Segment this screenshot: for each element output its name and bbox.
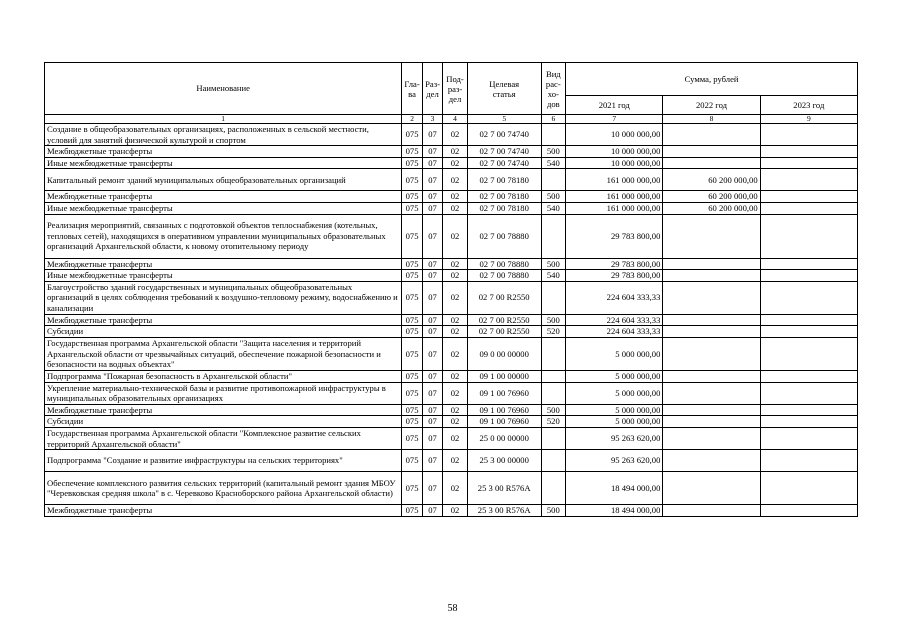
- row-sum-2021: 5 000 000,00: [566, 337, 663, 370]
- table-row: [45, 450, 858, 472]
- row-sum-2022: [663, 258, 760, 270]
- row-glava: 075: [402, 314, 422, 326]
- row-glava: 075: [402, 370, 422, 382]
- row-target: 02 7 00 78880: [467, 214, 541, 258]
- row-name: Межбюджетные трансферты: [45, 404, 402, 416]
- row-podrazdel: 02: [443, 191, 468, 203]
- row-target: 02 7 00 78180: [467, 202, 541, 214]
- col-index: 1: [45, 115, 402, 124]
- row-vid: [541, 472, 566, 505]
- row-sum-2022: [663, 157, 760, 169]
- row-vid: 500: [541, 314, 566, 326]
- col-index: 6: [541, 115, 566, 124]
- row-razdel: 07: [422, 169, 442, 191]
- row-sum-2023: [760, 472, 857, 505]
- row-sum-2022: 60 200 000,00: [663, 202, 760, 214]
- row-vid: 520: [541, 326, 566, 338]
- row-name: Иные межбюджетные трансферты: [45, 270, 402, 282]
- row-sum-2021: 161 000 000,00: [566, 169, 663, 191]
- budget-table: [44, 62, 858, 517]
- row-name: Межбюджетные трансферты: [45, 258, 402, 270]
- row-name: Иные межбюджетные трансферты: [45, 202, 402, 214]
- table-row: [45, 404, 858, 416]
- row-sum-2023: [760, 169, 857, 191]
- row-name: Капитальный ремонт зданий муниципальных общеобразовательных организаций: [45, 169, 402, 191]
- row-sum-2023: [760, 450, 857, 472]
- row-name: Создание в общеобразовательных организациях, расположенных в сельской местности, условий для занятий физической культурой и спортом: [45, 124, 402, 146]
- column-index-row: [45, 115, 858, 124]
- row-podrazdel: 02: [443, 337, 468, 370]
- col-index: 8: [663, 115, 760, 124]
- row-vid: 500: [541, 404, 566, 416]
- row-sum-2022: [663, 326, 760, 338]
- row-sum-2023: [760, 416, 857, 428]
- row-vid: 540: [541, 202, 566, 214]
- row-vid: 520: [541, 416, 566, 428]
- row-sum-2021: 224 604 333,33: [566, 281, 663, 314]
- row-podrazdel: 02: [443, 416, 468, 428]
- table-row: [45, 191, 858, 203]
- row-glava: 075: [402, 191, 422, 203]
- row-sum-2023: [760, 146, 857, 158]
- row-sum-2021: 29 783 800,00: [566, 258, 663, 270]
- row-name: Укрепление материально-технической базы и развитие противопожарной инфраструктуры в муниципальных образовательных организациях: [45, 382, 402, 404]
- row-glava: 075: [402, 416, 422, 428]
- table-row: [45, 124, 858, 146]
- header-year-2021: 2021 год: [566, 96, 663, 115]
- row-razdel: 07: [422, 270, 442, 282]
- row-target: 02 7 00 78180: [467, 191, 541, 203]
- row-podrazdel: 02: [443, 281, 468, 314]
- row-glava: 075: [402, 450, 422, 472]
- row-razdel: 07: [422, 214, 442, 258]
- row-podrazdel: 02: [443, 472, 468, 505]
- row-glava: 075: [402, 404, 422, 416]
- row-sum-2022: [663, 404, 760, 416]
- row-razdel: 07: [422, 416, 442, 428]
- row-sum-2023: [760, 326, 857, 338]
- row-glava: 075: [402, 258, 422, 270]
- row-sum-2022: 60 200 000,00: [663, 191, 760, 203]
- row-razdel: 07: [422, 505, 442, 517]
- row-sum-2023: [760, 382, 857, 404]
- row-target: 09 0 00 00000: [467, 337, 541, 370]
- row-target: 02 7 00 R2550: [467, 326, 541, 338]
- row-name: Реализация мероприятий, связанных с подготовкой объектов теплоснабжения (котельных, тепловых сетей), находящихся в оперативном управлении муниципальных образовательных организаций Архангельской области, к новому отопительному периоду: [45, 214, 402, 258]
- row-glava: 075: [402, 337, 422, 370]
- row-glava: 075: [402, 427, 422, 449]
- row-sum-2021: 10 000 000,00: [566, 146, 663, 158]
- row-name: Субсидии: [45, 326, 402, 338]
- header-target: Целевая статья: [467, 63, 541, 115]
- row-podrazdel: 02: [443, 382, 468, 404]
- row-target: 02 7 00 74740: [467, 124, 541, 146]
- row-podrazdel: 02: [443, 214, 468, 258]
- row-sum-2021: 18 494 000,00: [566, 505, 663, 517]
- row-vid: [541, 337, 566, 370]
- row-sum-2022: [663, 472, 760, 505]
- row-sum-2022: 60 200 000,00: [663, 169, 760, 191]
- header-glava: Гла- ва: [402, 63, 422, 115]
- row-sum-2021: 5 000 000,00: [566, 416, 663, 428]
- row-sum-2023: [760, 505, 857, 517]
- row-glava: 075: [402, 270, 422, 282]
- row-podrazdel: 02: [443, 270, 468, 282]
- row-target: 25 3 00 R576A: [467, 472, 541, 505]
- row-sum-2021: 224 604 333,33: [566, 326, 663, 338]
- table-row: [45, 326, 858, 338]
- row-sum-2021: 161 000 000,00: [566, 202, 663, 214]
- row-target: 02 7 00 74740: [467, 157, 541, 169]
- table-row: [45, 169, 858, 191]
- table-row: [45, 416, 858, 428]
- row-vid: 500: [541, 505, 566, 517]
- row-name: Межбюджетные трансферты: [45, 314, 402, 326]
- row-sum-2022: [663, 270, 760, 282]
- row-target: 25 0 00 00000: [467, 427, 541, 449]
- row-sum-2023: [760, 427, 857, 449]
- row-target: 02 7 00 78880: [467, 258, 541, 270]
- row-razdel: 07: [422, 370, 442, 382]
- table-row: [45, 505, 858, 517]
- row-sum-2023: [760, 370, 857, 382]
- row-podrazdel: 02: [443, 450, 468, 472]
- row-razdel: 07: [422, 157, 442, 169]
- row-podrazdel: 02: [443, 202, 468, 214]
- row-name: Подпрограмма "Пожарная безопасность в Архангельской области": [45, 370, 402, 382]
- table-row: [45, 281, 858, 314]
- row-podrazdel: 02: [443, 146, 468, 158]
- table-row: [45, 270, 858, 282]
- row-name: Межбюджетные трансферты: [45, 505, 402, 517]
- row-vid: [541, 169, 566, 191]
- table-row: [45, 146, 858, 158]
- row-sum-2021: 10 000 000,00: [566, 157, 663, 169]
- row-target: 02 7 00 R2550: [467, 281, 541, 314]
- header-razdel: Раз- дел: [422, 63, 442, 115]
- row-sum-2021: 161 000 000,00: [566, 191, 663, 203]
- row-sum-2022: [663, 337, 760, 370]
- row-glava: 075: [402, 326, 422, 338]
- row-glava: 075: [402, 202, 422, 214]
- row-sum-2022: [663, 427, 760, 449]
- row-vid: 500: [541, 258, 566, 270]
- row-sum-2022: [663, 382, 760, 404]
- row-razdel: 07: [422, 146, 442, 158]
- row-glava: 075: [402, 146, 422, 158]
- row-sum-2023: [760, 124, 857, 146]
- row-sum-2021: 224 604 333,33: [566, 314, 663, 326]
- row-vid: 500: [541, 191, 566, 203]
- table-row: [45, 370, 858, 382]
- row-vid: [541, 214, 566, 258]
- table-body: [45, 124, 858, 517]
- row-razdel: 07: [422, 124, 442, 146]
- header-year-2022: 2022 год: [663, 96, 760, 115]
- header-year-2023: 2023 год: [760, 96, 857, 115]
- row-name: Обеспечение комплексного развития сельских территорий (капитальный ремонт здания МБОУ "Черевковская средняя школа" в с. Черевково Красноборского района Архангельской области): [45, 472, 402, 505]
- col-index: 3: [422, 115, 442, 124]
- table-row: [45, 337, 858, 370]
- row-razdel: 07: [422, 382, 442, 404]
- row-sum-2022: [663, 505, 760, 517]
- row-razdel: 07: [422, 337, 442, 370]
- row-sum-2021: 95 263 620,00: [566, 427, 663, 449]
- row-sum-2021: 5 000 000,00: [566, 382, 663, 404]
- row-podrazdel: 02: [443, 169, 468, 191]
- row-sum-2022: [663, 370, 760, 382]
- row-sum-2023: [760, 337, 857, 370]
- row-target: 09 1 00 76960: [467, 416, 541, 428]
- col-index: 2: [402, 115, 422, 124]
- col-index: 9: [760, 115, 857, 124]
- row-glava: 075: [402, 214, 422, 258]
- row-sum-2023: [760, 191, 857, 203]
- row-podrazdel: 02: [443, 258, 468, 270]
- row-target: 09 1 00 00000: [467, 370, 541, 382]
- row-name: Государственная программа Архангельской области "Комплексное развитие сельских территорий Архангельской области": [45, 427, 402, 449]
- row-sum-2023: [760, 281, 857, 314]
- row-razdel: 07: [422, 472, 442, 505]
- col-index: 5: [467, 115, 541, 124]
- row-sum-2023: [760, 157, 857, 169]
- row-glava: 075: [402, 281, 422, 314]
- table-row: [45, 258, 858, 270]
- row-target: 02 7 00 74740: [467, 146, 541, 158]
- row-podrazdel: 02: [443, 505, 468, 517]
- row-sum-2021: 29 783 800,00: [566, 270, 663, 282]
- row-name: Межбюджетные трансферты: [45, 146, 402, 158]
- header-podrazdel: Под- раз- дел: [443, 63, 468, 115]
- row-vid: [541, 382, 566, 404]
- col-index: 4: [443, 115, 468, 124]
- row-sum-2022: [663, 416, 760, 428]
- row-name: Межбюджетные трансферты: [45, 191, 402, 203]
- row-sum-2022: [663, 146, 760, 158]
- row-vid: 540: [541, 270, 566, 282]
- row-target: 25 3 00 R576A: [467, 505, 541, 517]
- row-podrazdel: 02: [443, 124, 468, 146]
- row-sum-2021: 95 263 620,00: [566, 450, 663, 472]
- row-sum-2021: 5 000 000,00: [566, 404, 663, 416]
- header-vid: Вид рас- хо- дов: [541, 63, 566, 115]
- row-target: 02 7 00 R2550: [467, 314, 541, 326]
- header-sum: Сумма, рублей: [566, 63, 858, 96]
- row-razdel: 07: [422, 191, 442, 203]
- row-sum-2021: 29 783 800,00: [566, 214, 663, 258]
- row-target: 02 7 00 78180: [467, 169, 541, 191]
- row-podrazdel: 02: [443, 326, 468, 338]
- row-razdel: 07: [422, 427, 442, 449]
- row-target: 25 3 00 00000: [467, 450, 541, 472]
- table-row: [45, 427, 858, 449]
- table-row: [45, 472, 858, 505]
- row-glava: 075: [402, 472, 422, 505]
- row-vid: [541, 450, 566, 472]
- row-razdel: 07: [422, 202, 442, 214]
- row-vid: [541, 370, 566, 382]
- row-razdel: 07: [422, 258, 442, 270]
- row-podrazdel: 02: [443, 370, 468, 382]
- row-name: Государственная программа Архангельской области "Защита населения и территорий Архангельской области от чрезвычайных ситуаций, обеспечение пожарной безопасности и безопасности на водных объектах": [45, 337, 402, 370]
- row-vid: 500: [541, 146, 566, 158]
- row-target: 02 7 00 78880: [467, 270, 541, 282]
- row-sum-2022: [663, 214, 760, 258]
- row-razdel: 07: [422, 281, 442, 314]
- row-podrazdel: 02: [443, 157, 468, 169]
- row-sum-2023: [760, 202, 857, 214]
- row-glava: 075: [402, 505, 422, 517]
- row-podrazdel: 02: [443, 427, 468, 449]
- row-vid: 540: [541, 157, 566, 169]
- row-podrazdel: 02: [443, 404, 468, 416]
- row-razdel: 07: [422, 404, 442, 416]
- row-sum-2023: [760, 258, 857, 270]
- row-glava: 075: [402, 382, 422, 404]
- row-glava: 075: [402, 124, 422, 146]
- header-name: Наименование: [45, 63, 402, 115]
- row-vid: [541, 124, 566, 146]
- row-sum-2022: [663, 450, 760, 472]
- row-razdel: 07: [422, 450, 442, 472]
- row-sum-2023: [760, 214, 857, 258]
- row-razdel: 07: [422, 326, 442, 338]
- page-number: 58: [447, 603, 458, 614]
- row-name: Подпрограмма "Создание и развитие инфраструктуры на сельских территориях": [45, 450, 402, 472]
- col-index: 7: [566, 115, 663, 124]
- row-target: 09 1 00 76960: [467, 382, 541, 404]
- row-name: Благоустройство зданий государственных и муниципальных общеобразовательных организаций в целях соблюдения требований к воздушно-тепловому режиму, водоснабжению и канализации: [45, 281, 402, 314]
- table-row: [45, 214, 858, 258]
- row-sum-2023: [760, 270, 857, 282]
- row-sum-2023: [760, 314, 857, 326]
- row-sum-2021: 5 000 000,00: [566, 370, 663, 382]
- row-vid: [541, 427, 566, 449]
- table-row: [45, 202, 858, 214]
- row-sum-2021: 10 000 000,00: [566, 124, 663, 146]
- table-row: [45, 314, 858, 326]
- row-razdel: 07: [422, 314, 442, 326]
- row-sum-2022: [663, 124, 760, 146]
- row-vid: [541, 281, 566, 314]
- row-name: Иные межбюджетные трансферты: [45, 157, 402, 169]
- row-glava: 075: [402, 169, 422, 191]
- row-sum-2022: [663, 314, 760, 326]
- row-name: Субсидии: [45, 416, 402, 428]
- row-sum-2022: [663, 281, 760, 314]
- table-row: [45, 382, 858, 404]
- row-sum-2023: [760, 404, 857, 416]
- row-target: 09 1 00 76960: [467, 404, 541, 416]
- table-row: [45, 157, 858, 169]
- row-podrazdel: 02: [443, 314, 468, 326]
- row-glava: 075: [402, 157, 422, 169]
- row-sum-2021: 18 494 000,00: [566, 472, 663, 505]
